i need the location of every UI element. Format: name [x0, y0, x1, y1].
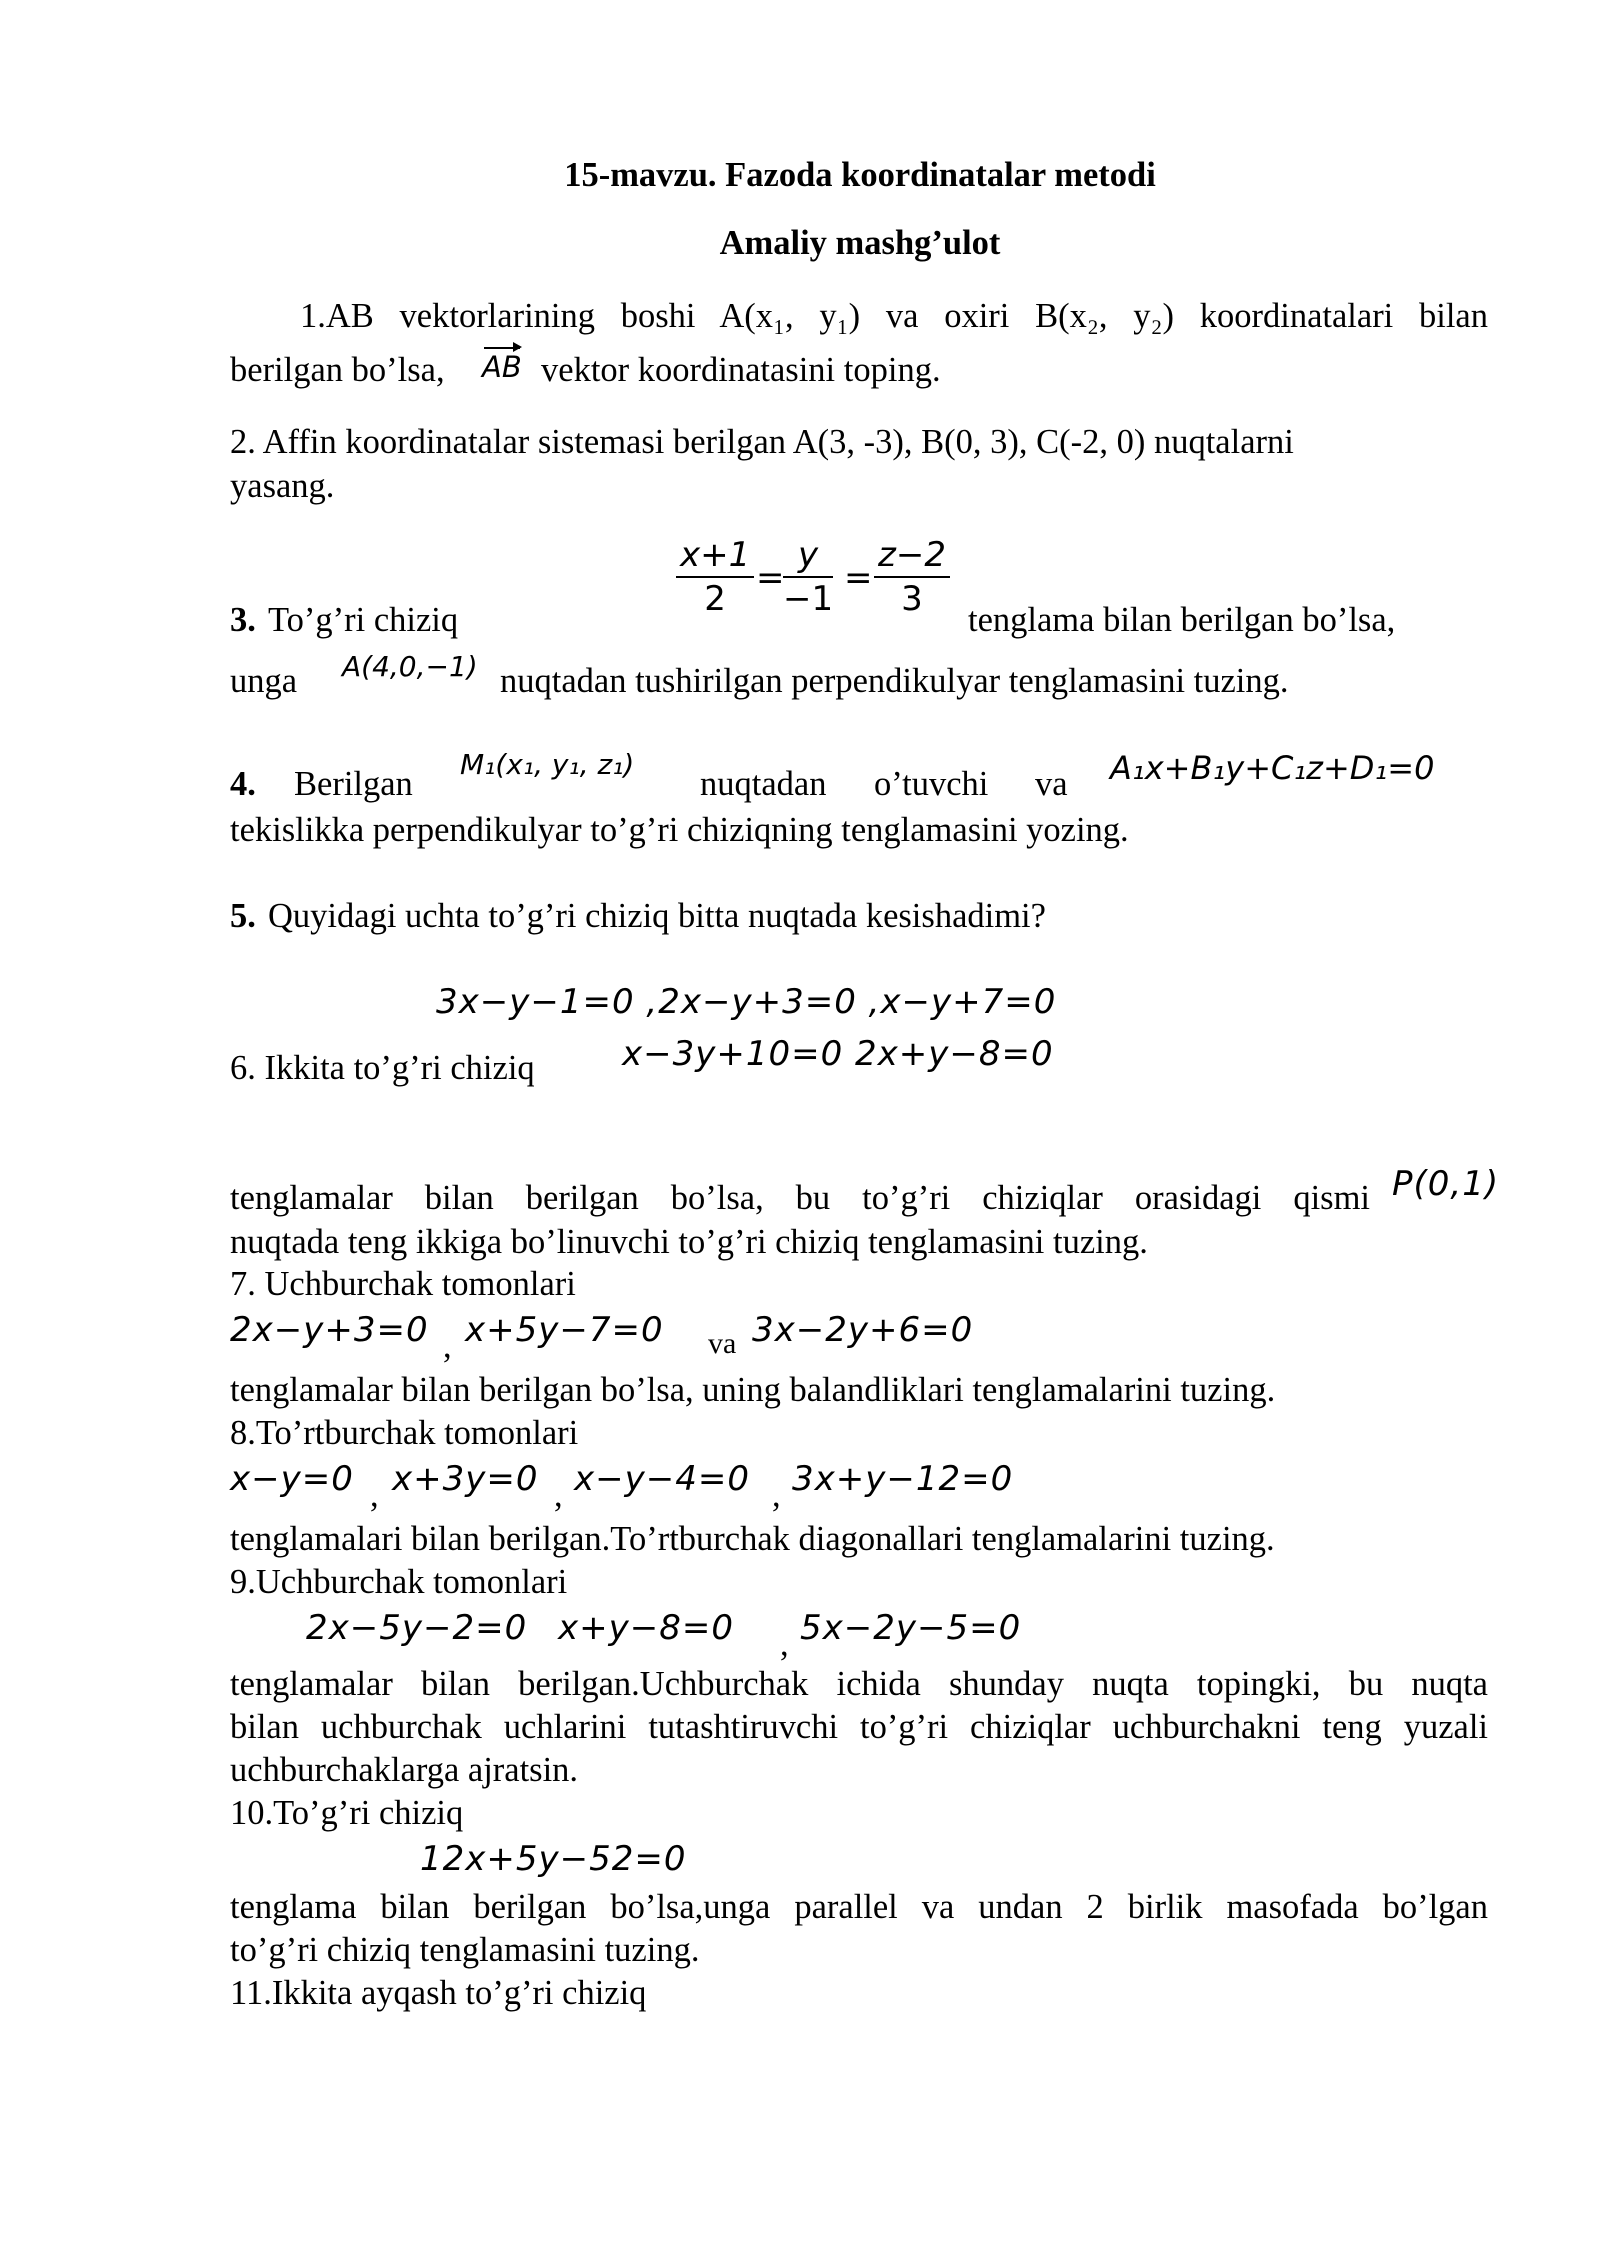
fraction-z	[874, 534, 950, 620]
problem-8-comma-3: ,	[772, 1476, 781, 1514]
problem-8-equation-2: x+3y=0	[392, 1459, 539, 1499]
fraction-z-denominator: 3	[901, 579, 923, 619]
problem-3-text-2: tenglama bilan berilgan bo’lsa,	[968, 601, 1396, 639]
problem-7-line-3: tenglamalar bilan berilgan bo’lsa, uning balandliklari tenglamalarini tuzing.	[230, 1371, 1276, 1409]
problem-4-text-1: Berilgan	[294, 765, 413, 803]
problem-6-line-3: nuqtada teng ikkiga bo’linuvchi to’g’ri chiziq tenglamasini tuzing.	[230, 1223, 1148, 1261]
problem-1-line-2b: vektor koordinatasini toping.	[541, 351, 941, 389]
problem-8-comma-1: ,	[370, 1476, 379, 1514]
problem-1-line-2a: berilgan bo’lsa,	[230, 351, 445, 389]
problem-7-equation-3: 3x−2y+6=0	[752, 1310, 974, 1350]
problem-9-line-1: 9.Uchburchak tomonlari	[230, 1563, 568, 1601]
problem-2-line-2: yasang.	[230, 467, 335, 505]
page-subtitle: Amaliy mashg’ulot	[719, 224, 1001, 262]
problem-10-equation: 12x+5y−52=0	[420, 1839, 687, 1879]
problem-9-line-3: tenglamalar bilan berilgan.Uchburchak ichida shunday nuqta topingki, bu nuqta	[230, 1665, 1488, 1703]
problem-5-number: 5.	[230, 897, 256, 935]
problem-1-line-1: 1.AB vektorlarining boshi A(x₁, y₁) va oxiri B(x₂, y₂) koordinatalari bilan	[300, 297, 1488, 335]
fraction-x-denominator: 2	[704, 579, 726, 619]
fraction-y-numerator: y	[783, 534, 833, 578]
point-p: P(0,1)	[1392, 1164, 1500, 1204]
problem-7-comma-1: ,	[443, 1327, 452, 1365]
problem-8-line-3: tenglamalari bilan berilgan.To’rtburchak diagonallari tenglamalarini tuzing.	[230, 1520, 1275, 1558]
problem-9-equation-2: x+y−8=0	[558, 1608, 734, 1648]
problem-8-equation-3: x−y−4=0	[574, 1459, 750, 1499]
plane-equation: A₁x+B₁y+C₁z+D₁=0	[1110, 749, 1435, 787]
point-a: A(4,0,−1)	[342, 650, 478, 683]
problem-10-line-4: to’g’ri chiziq tenglamasini tuzing.	[230, 1931, 700, 1969]
problem-9-equation-1: 2x−5y−2=0	[306, 1608, 528, 1648]
problem-9-equation-3: 5x−2y−5=0	[800, 1608, 1022, 1648]
problem-7-equation-2: x+5y−7=0	[465, 1310, 664, 1350]
problem-10-line-1: 10.To’g’ri chiziq	[230, 1794, 464, 1832]
problem-5-text: Quyidagi uchta to’g’ri chiziq bitta nuqtada kesishadimi?	[268, 897, 1046, 935]
problem-5-equations: 3x−y−1=0 ,2x−y+3=0 ,x−y+7=0	[436, 982, 1057, 1022]
problem-4-text-3: o’tuvchi	[874, 765, 989, 803]
fraction-y-denominator: −1	[783, 579, 834, 619]
problem-3-text-4: nuqtadan tushirilgan perpendikulyar tenglamasini tuzing.	[500, 662, 1289, 700]
fraction-y	[783, 534, 833, 620]
problem-10-line-3: tenglama bilan berilgan bo’lsa,unga parallel va undan 2 birlik masofada bo’lgan	[230, 1888, 1488, 1926]
problem-3-number: 3.	[230, 601, 256, 639]
problem-8-comma-2: ,	[554, 1476, 563, 1514]
problem-4-number: 4.	[230, 765, 256, 803]
fraction-z-numerator: z−2	[874, 534, 950, 578]
point-m1: M₁(x₁, y₁, z₁)	[460, 748, 635, 781]
fraction-x	[676, 534, 754, 620]
equals-sign-2: =	[844, 558, 873, 598]
problem-7-va: va	[708, 1327, 737, 1360]
problem-4-text-2: nuqtadan	[700, 765, 827, 803]
fraction-x-numerator: x+1	[676, 534, 754, 578]
problem-9-comma-1: ,	[780, 1625, 789, 1663]
vector-ab: AB	[482, 350, 522, 384]
problem-7-line-1: 7. Uchburchak tomonlari	[230, 1265, 576, 1303]
problem-9-line-4: bilan uchburchak uchlarini tutashtiruvchi to’g’ri chiziqlar uchburchakni teng yuzali	[230, 1708, 1488, 1746]
page-title: 15-mavzu. Fazoda koordinatalar metodi	[564, 156, 1156, 194]
problem-4-text-4: va	[1035, 765, 1068, 803]
problem-3-text-3: unga	[230, 662, 298, 700]
problem-8-line-1: 8.To’rtburchak tomonlari	[230, 1414, 579, 1452]
problem-7-equation-1: 2x−y+3=0	[230, 1310, 429, 1350]
problem-11-line-1: 11.Ikkita ayqash to’g’ri chiziq	[230, 1974, 647, 2012]
equals-sign-1: =	[756, 558, 785, 598]
problem-8-equation-1: x−y=0	[230, 1459, 354, 1499]
problem-6-line-2: tenglamalar bilan berilgan bo’lsa, bu to’g’ri chiziqlar orasidagi qismi	[230, 1179, 1370, 1217]
problem-3-text-1: To’g’ri chiziq	[268, 601, 459, 639]
problem-6-equations: x−3y+10=0 2x+y−8=0	[622, 1034, 1054, 1074]
problem-2-line-1: 2. Affin koordinatalar sistemasi berilgan A(3, -3), B(0, 3), C(-2, 0) nuqtalarni	[230, 423, 1294, 461]
problem-4-line-2: tekislikka perpendikulyar to’g’ri chiziqning tenglamasini yozing.	[230, 811, 1129, 849]
problem-9-line-5: uchburchaklarga ajratsin.	[230, 1751, 579, 1789]
problem-6-text-1: 6. Ikkita to’g’ri chiziq	[230, 1049, 535, 1087]
problem-8-equation-4: 3x+y−12=0	[792, 1459, 1014, 1499]
